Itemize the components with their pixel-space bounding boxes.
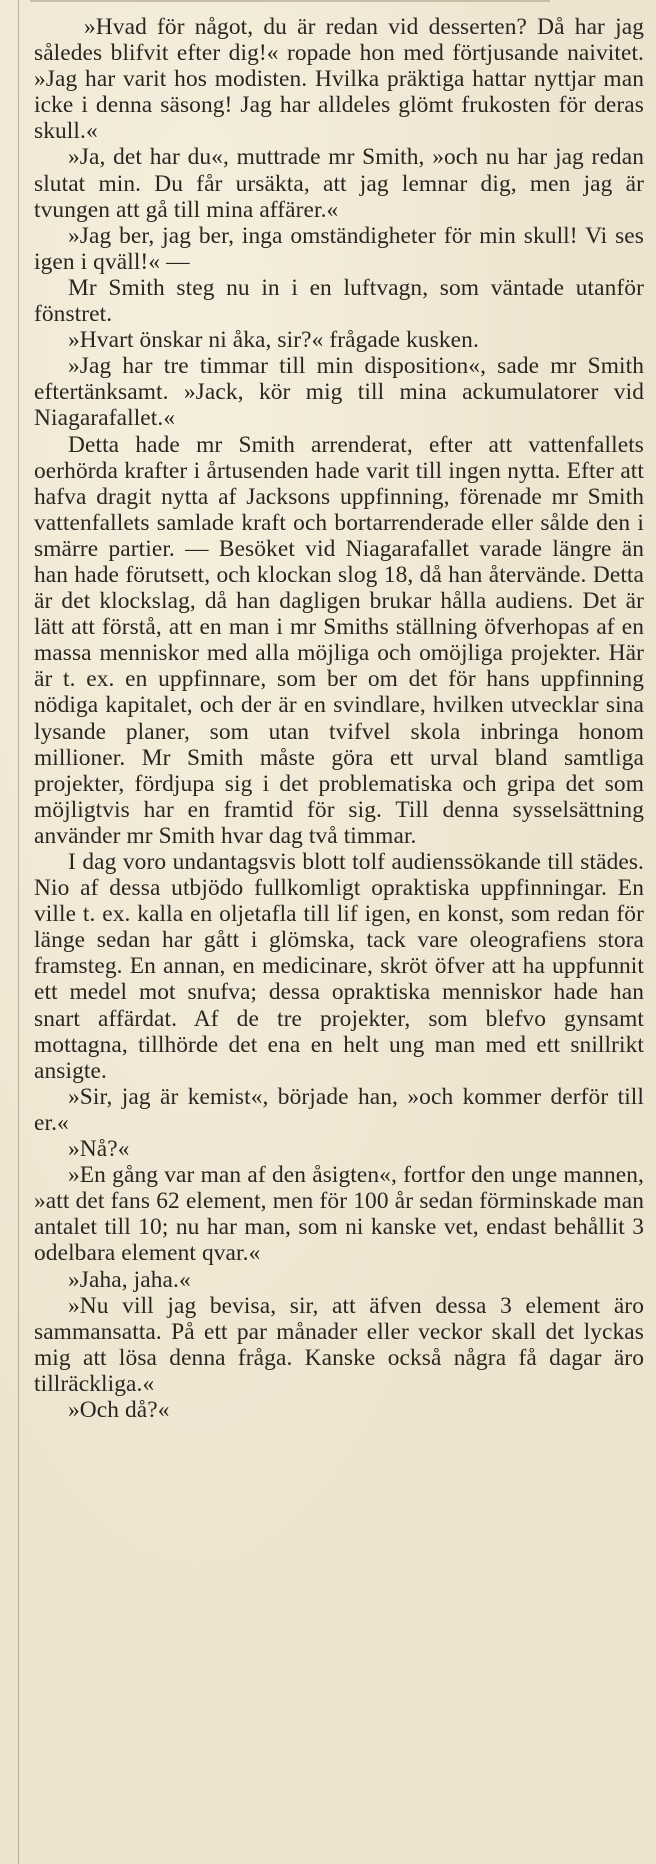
paragraph: »Jag har tre timmar till min disposition«, sade mr Smith eftertänksamt. »Jack, kör mig till mina ackumulatorer vid Niagarafallet.« (34, 353, 644, 432)
text-column (34, 14, 644, 1423)
paragraph: »Jaha, jaha.« (68, 1266, 191, 1293)
paragraph: »Hvart önskar ni åka, sir?« frågade kusken. (68, 327, 479, 354)
paragraph: »Nu vill jag bevisa, sir, att äfven dessa 3 element äro sammansatta. På ett par månader eller veckor skall det lyckas mig att lösa denna fråga. Kanske också några få dagar äro tillräckliga.« (34, 1292, 644, 1397)
margin-rule (18, 0, 19, 1864)
paragraph: »Jag ber, jag ber, inga omständigheter för min skull! Vi ses igen i qväll!« — (34, 222, 644, 275)
paragraph: »Nå?« (68, 1136, 130, 1163)
paragraph: »En gång var man af den åsigten«, fortfor den unge mannen, »att det fans 62 element, men för 100 år sedan förminskade man antalet till 10; nu har man, som ni kanske vet, endast behållit 3 odelbara element qvar.« (34, 1162, 644, 1267)
paragraph: »Sir, jag är kemist«, började han, »och kommer derför till er.« (34, 1083, 644, 1136)
paragraph: Mr Smith steg nu in i en luftvagn, som väntade utanför fönstret. (34, 274, 644, 328)
paragraph: I dag voro undantagsvis blott tolf audienssökande till städes. Nio af dessa utbjödo fullkomligt opraktiska uppfinningar. En ville t. ex. kalla en oljetafla till lif igen, en konst, som redan för länge sedan har gått i glömska, tack vare oleografiens stora framsteg. En annan, en medicinare, skröt öfver att ha uppfunnit ett medel mot snufva; dessa opraktiska menniskor hade han snart affärdat. Af de tre projekter, som blefvo gynsamt mottagna, tillhörde det ena en helt ung man med ett snillrikt ansigte. (34, 849, 644, 1084)
paragraph: »Ja, det har du«, muttrade mr Smith, »och nu har jag redan slutat min. Du får ursäkta, att jag lemnar dig, men jag är tvungen att gå till mina affärer.« (34, 144, 644, 223)
paragraph: Detta hade mr Smith arrenderat, efter att vattenfallets oerhörda krafter i årtusenden hade varit till ingen nytta. Efter att hafva dragit nytta af Jacksons uppfinning, förenade mr Smith vattenfallets samlade kraft och bortarrenderade eller sålde den i smärre partier. — Besöket vid Niagarafallet varade längre än han hade förutsett, och klockan slog 18, då han återvände. Detta är det klockslag, då han dagligen brukar hålla audiens. Det är lätt att förstå, att en man i mr Smiths ställning öfverhopas af en massa menniskor med alla möjliga och omöjliga projekter. Här är t. ex. en uppfinnare, som ber om det för hans uppfinning nödiga kapitalet, och der är en svindlare, hvilken utvecklar sina lysande planer, som utan tvifvel skola inbringa honom millioner. Mr Smith måste göra ett urval bland samtliga projekter, fördjupa sig i det problematiska och gripa det som möjligtvis har en framtid för sig. Till denna sysselsättning använder mr Smith hvar dag två timmar. (34, 431, 644, 849)
top-rule (30, 0, 550, 2)
paragraph-opening: »Hvad för något, du är redan vid desserten? Då har jag således blifvit efter dig!« ropade hon med förtjusande naivitet. »Jag har varit hos modisten. Hvilka präktiga hattar nyttjar man icke i denna säsong! Jag har alldeles glömt frukosten för deras skull.« (34, 14, 644, 145)
paragraph: »Och då?« (68, 1396, 170, 1423)
